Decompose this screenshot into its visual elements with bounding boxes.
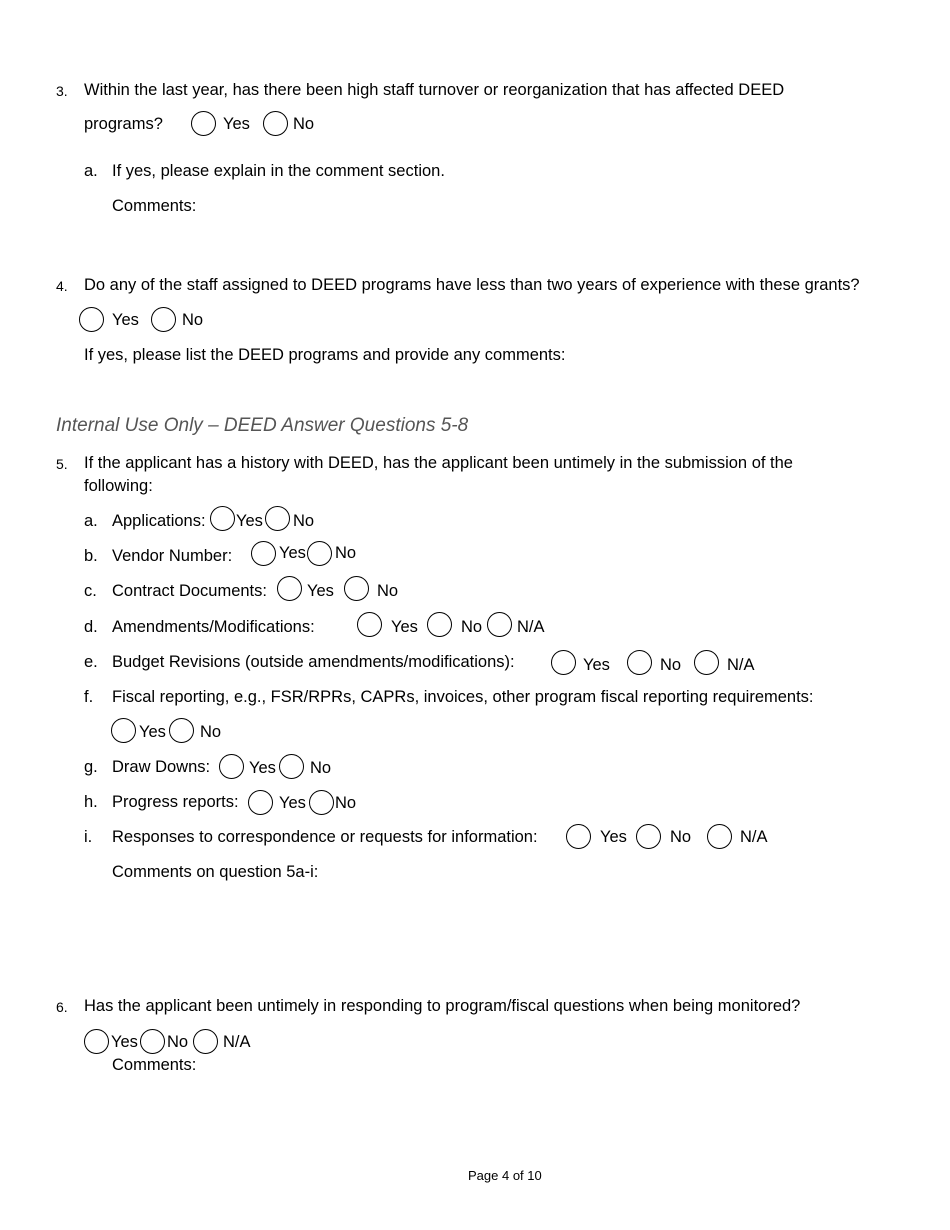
q3-no-label: No: [293, 115, 315, 133]
q5c-marker: c.: [84, 582, 97, 600]
q5b-yes-label: Yes: [279, 544, 306, 562]
q3-number: 3.: [56, 83, 68, 99]
page-number: Page 4 of 10: [468, 1168, 542, 1183]
q5g-yes-label: Yes: [249, 759, 276, 777]
q6-comments-label: Comments:: [112, 1056, 197, 1074]
q5a-no-label: No: [293, 512, 315, 530]
q5g-no-radio[interactable]: [279, 754, 304, 779]
q5d-na-label: N/A: [517, 618, 545, 636]
q5d-no-radio[interactable]: [427, 612, 452, 637]
q5i-no-label: No: [670, 828, 692, 846]
q5f-yes-radio[interactable]: [111, 718, 136, 743]
q5d-no-label: No: [461, 618, 483, 636]
q5e-na-label: N/A: [727, 656, 755, 674]
q5c-yes-label: Yes: [307, 582, 334, 600]
q5d-yes-label: Yes: [391, 618, 418, 636]
q5a-yes-radio[interactable]: [210, 506, 235, 531]
q5i-no-radio[interactable]: [636, 824, 661, 849]
q5f-yes-label: Yes: [139, 723, 166, 741]
q5i-marker: i.: [84, 828, 93, 846]
q5d-label: Amendments/Modifications:: [112, 618, 315, 636]
q5f-no-radio[interactable]: [169, 718, 194, 743]
q5e-yes-label: Yes: [583, 656, 610, 674]
q5b-marker: b.: [84, 547, 98, 565]
q6-number: 6.: [56, 999, 68, 1015]
q6-yes-label: Yes: [111, 1033, 138, 1051]
q5e-label: Budget Revisions (outside amendments/modifications):: [112, 653, 515, 671]
q5h-marker: h.: [84, 793, 98, 811]
q5e-no-radio[interactable]: [627, 650, 652, 675]
q5g-no-label: No: [310, 759, 332, 777]
q6-no-radio[interactable]: [140, 1029, 165, 1054]
q5d-na-radio[interactable]: [487, 612, 512, 637]
q6-yes-radio[interactable]: [84, 1029, 109, 1054]
q5a-marker: a.: [84, 512, 98, 530]
q3-yes-label: Yes: [223, 115, 250, 133]
q4-no-label: No: [182, 311, 204, 329]
q5h-label: Progress reports:: [112, 793, 239, 811]
q3-text-line2: programs?: [84, 115, 163, 133]
q5b-no-radio[interactable]: [307, 541, 332, 566]
q5b-yes-radio[interactable]: [251, 541, 276, 566]
q4-yes-radio[interactable]: [79, 307, 104, 332]
q5i-yes-label: Yes: [600, 828, 627, 846]
q6-no-label: No: [167, 1033, 189, 1051]
q5c-label: Contract Documents:: [112, 582, 267, 600]
q5c-yes-radio[interactable]: [277, 576, 302, 601]
q5b-label: Vendor Number:: [112, 547, 233, 565]
q3-no-radio[interactable]: [263, 111, 288, 136]
q5b-no-label: No: [335, 544, 357, 562]
q4-number: 4.: [56, 278, 68, 294]
q5d-marker: d.: [84, 618, 98, 636]
section-heading: Internal Use Only – DEED Answer Questions 5-8: [56, 415, 469, 436]
q5-comments-label: Comments on question 5a-i:: [112, 863, 319, 881]
q3-yes-radio[interactable]: [191, 111, 216, 136]
q4-text: Do any of the staff assigned to DEED programs have less than two years of experience with these grants?: [84, 276, 860, 294]
q6-na-label: N/A: [223, 1033, 251, 1051]
q5g-yes-radio[interactable]: [219, 754, 244, 779]
q5g-marker: g.: [84, 758, 98, 776]
q5e-no-label: No: [660, 656, 682, 674]
q5f-marker: f.: [84, 688, 94, 706]
q4-no-radio[interactable]: [151, 307, 176, 332]
q3-comments-label: Comments:: [112, 197, 197, 215]
q5a-no-radio[interactable]: [265, 506, 290, 531]
q4-yes-label: Yes: [112, 311, 139, 329]
q5h-yes-label: Yes: [279, 794, 306, 812]
q5h-no-label: No: [335, 794, 357, 812]
q5f-no-label: No: [200, 723, 222, 741]
q5-text-line1: If the applicant has a history with DEED, has the applicant been untimely in the submission of the: [84, 454, 793, 472]
q6-text: Has the applicant been untimely in responding to program/fiscal questions when being monitored?: [84, 997, 801, 1015]
q5g-label: Draw Downs:: [112, 758, 211, 776]
q5c-no-label: No: [377, 582, 399, 600]
q3a-marker: a.: [84, 162, 98, 180]
q5c-no-radio[interactable]: [344, 576, 369, 601]
q3-text-line1: Within the last year, has there been high staff turnover or reorganization that has affected DEED: [84, 81, 785, 99]
q3a-text: If yes, please explain in the comment section.: [112, 162, 445, 180]
q6-na-radio[interactable]: [193, 1029, 218, 1054]
q5a-label: Applications:: [112, 512, 206, 530]
q5f-label: Fiscal reporting, e.g., FSR/RPRs, CAPRs, invoices, other program fiscal reporting requirements:: [112, 688, 814, 706]
q5i-na-label: N/A: [740, 828, 768, 846]
q5i-yes-radio[interactable]: [566, 824, 591, 849]
q5d-yes-radio[interactable]: [357, 612, 382, 637]
q5-number: 5.: [56, 456, 68, 472]
q5a-yes-label: Yes: [236, 512, 263, 530]
q5-text-line2: following:: [84, 477, 153, 495]
q5h-no-radio[interactable]: [309, 790, 334, 815]
q4-followup: If yes, please list the DEED programs and provide any comments:: [84, 346, 566, 364]
q5i-label: Responses to correspondence or requests for information:: [112, 828, 538, 846]
q5e-na-radio[interactable]: [694, 650, 719, 675]
q5i-na-radio[interactable]: [707, 824, 732, 849]
q5e-yes-radio[interactable]: [551, 650, 576, 675]
q5e-marker: e.: [84, 653, 98, 671]
q5h-yes-radio[interactable]: [248, 790, 273, 815]
